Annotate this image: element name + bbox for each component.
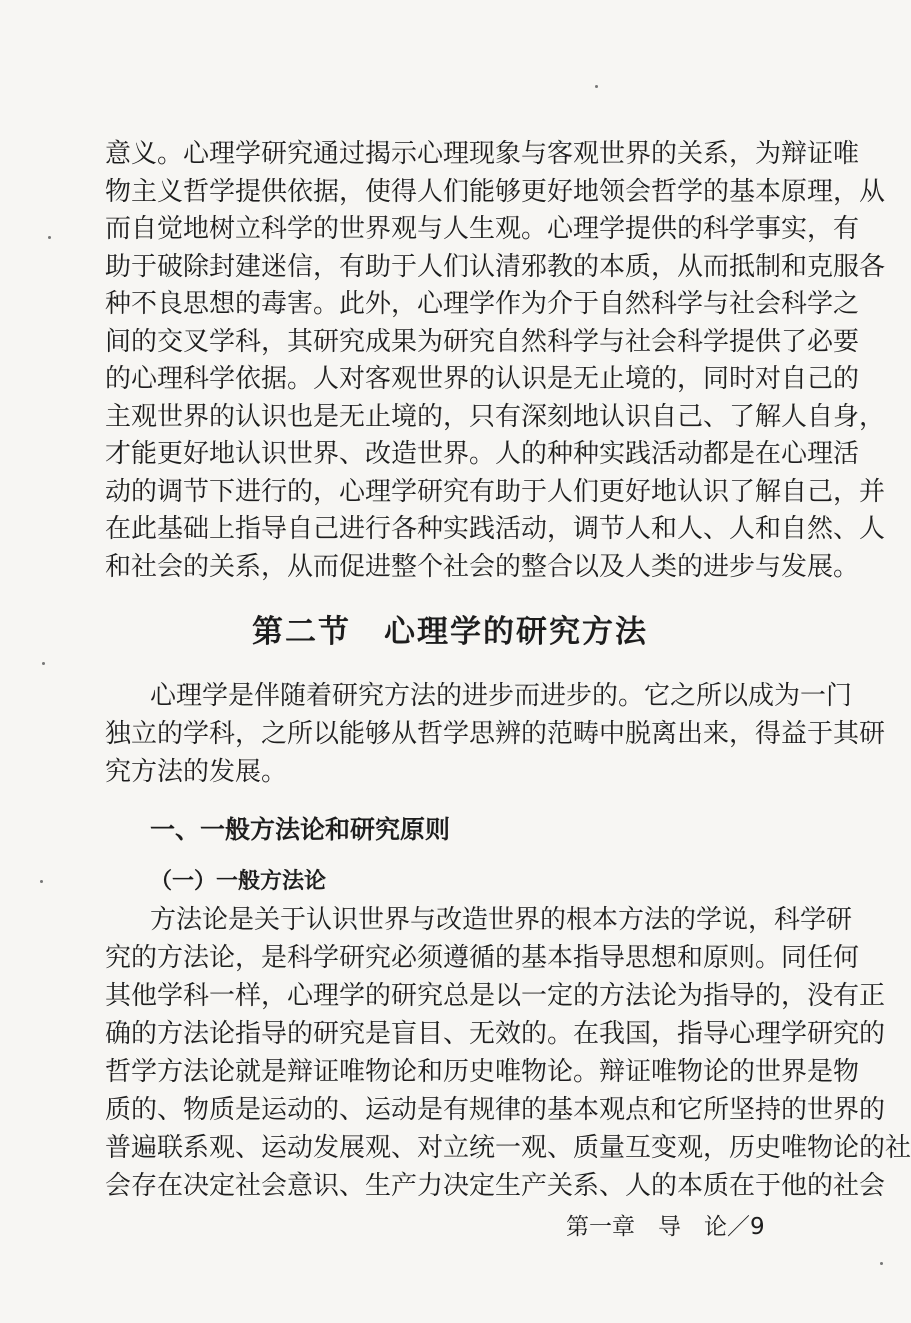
text-line: 质的、物质是运动的、运动是有规律的基本观点和它所坚持的世界的: [105, 1095, 886, 1125]
text-line: 动的调节下进行的，心理学研究有助于人们更好地认识了解自己，并: [105, 476, 886, 507]
text-line: 心理学是伴随着研究方法的进步而进步的。它之所以成为一门: [150, 681, 853, 711]
text-line: 的心理科学依据。人对客观世界的认识是无止境的，同时对自己的: [105, 364, 860, 394]
scan-speck: [40, 880, 43, 883]
text-line: 种不良思想的毒害。此外，心理学作为介于自然科学与社会科学之: [105, 289, 860, 319]
text-line: 哲学方法论就是辩证唯物论和历史唯物论。辩证唯物论的世界是物: [105, 1057, 860, 1087]
text-line: 助于破除封建迷信，有助于人们认清邪教的本质，从而抵制和克服各: [105, 251, 886, 282]
page-footer: 第一章 导 论／9: [566, 1214, 765, 1240]
text-line-final: 会存在决定社会意识、生产力决定生产关系、人的本质在于他的社会: [105, 1171, 886, 1201]
scan-speck: [48, 236, 51, 239]
scan-speck: [42, 662, 45, 665]
text-line: 在此基础上指导自己进行各种实践活动，调节人和人、人和自然、人: [105, 514, 886, 544]
text-line: 才能更好地认识世界、改造世界。人的种种实践活动都是在心理活: [105, 439, 860, 469]
text-line: 物主义哲学提供依据，使得人们能够更好地领会哲学的基本原理，从: [105, 176, 886, 207]
text-line: 间的交叉学科，其研究成果为研究自然科学与社会科学提供了必要: [105, 326, 860, 357]
text-line: 究方法的发展。: [105, 757, 288, 787]
text-line: 意义。心理学研究通过揭示心理现象与客观世界的关系，为辩证唯: [105, 139, 860, 169]
scan-speck: [880, 1262, 883, 1265]
scan-speck: [595, 85, 598, 88]
heading-level-2: （一）一般方法论: [150, 869, 327, 894]
text-line: 独立的学科，之所以能够从哲学思辨的范畴中脱离出来，得益于其研: [105, 719, 886, 749]
text-line: 普遍联系观、运动发展观、对立统一观、质量互变观，历史唯物论的社: [105, 1133, 911, 1163]
text-line: 方法论是关于认识世界与改造世界的根本方法的学说，科学研: [150, 905, 853, 935]
text-line: 主观世界的认识也是无止境的，只有深刻地认识自己、了解人自身，: [105, 401, 886, 432]
text-line: 其他学科一样，心理学的研究总是以一定的方法论为指导的，没有正: [105, 981, 886, 1011]
text-line: 而自觉地树立科学的世界观与人生观。心理学提供的科学事实，有: [105, 214, 860, 244]
text-line-last: 和社会的关系，从而促进整个社会的整合以及人类的进步与发展。: [105, 551, 860, 582]
heading-level-1: 一、一般方法论和研究原则: [150, 815, 451, 844]
section-title: 第二节 心理学的研究方法: [252, 614, 648, 650]
text-line: 究的方法论，是科学研究必须遵循的基本指导思想和原则。同任何: [105, 943, 860, 973]
text-line: 确的方法论指导的研究是盲目、无效的。在我国，指导心理学研究的: [105, 1019, 886, 1049]
